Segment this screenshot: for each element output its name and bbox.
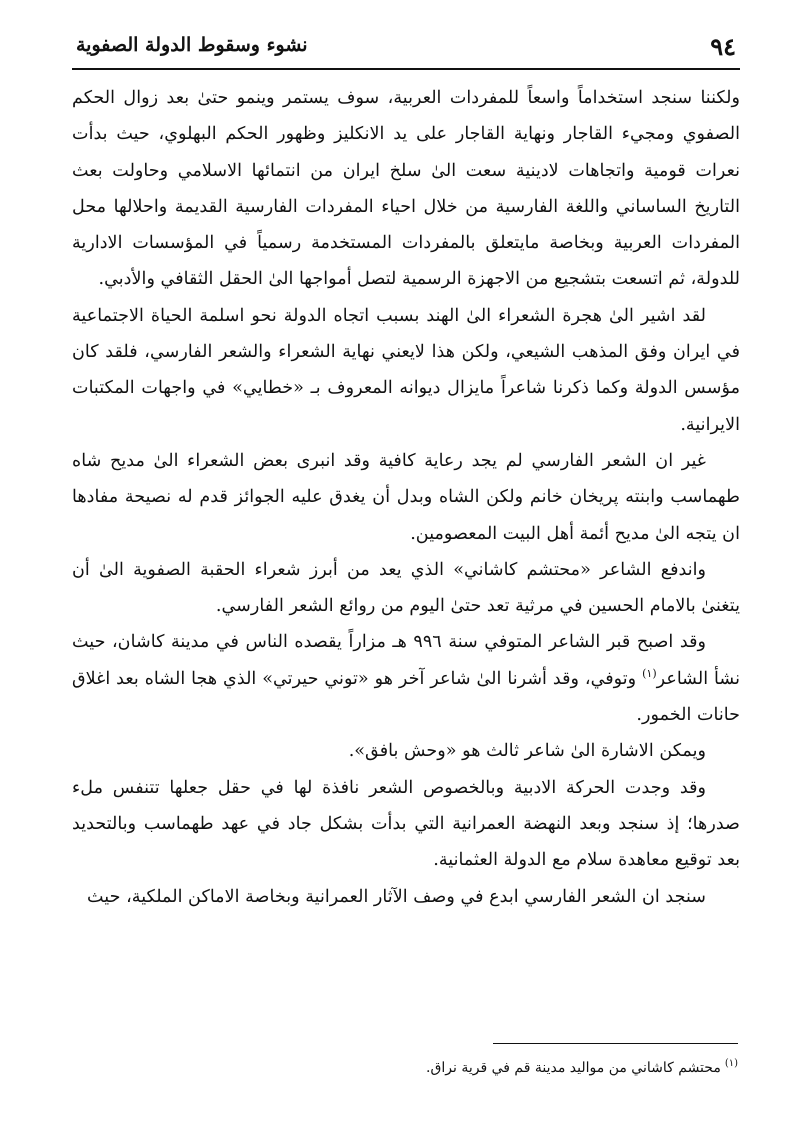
body-text: [72, 80, 740, 915]
paragraph-5: [72, 624, 740, 733]
running-head: [72, 28, 740, 64]
footnote-rule: [493, 1043, 738, 1044]
header-rule: [72, 68, 740, 70]
paragraph-8: سنجد ان الشعر الفارسي ابدع في وصف الآثار العمرانية وبخاصة الاماكن الملكية، حيث: [87, 886, 706, 907]
paragraph-5-part-1: وقد اصبح قبر الشاعر المتوفي سنة ٩٩٦ هـ مزاراً يقصده الناس في مدينة كاشان، حيث نشأ الشاعر: [72, 632, 740, 689]
paragraph-7: وقد وجدت الحركة الادبية وبالخصوص الشعر نافذة لها في حقل جعلها تتنفس ملء صدرها؛ إذ سنجد وبعد النهضة العمرانية التي بدأت بشكل جاد في عهد طهماسب وبالتحديد بعد توقيع معاهدة سلام مع الدولة العثمانية.: [72, 777, 740, 871]
page-number: ٩٤: [710, 32, 736, 61]
paragraph-5-part-2: وتوفي، وقد أشرنا الىٰ شاعر آخر هو «توني حيرتي» الذي هجا الشاه بعد اغلاق حانات الخمور.: [72, 668, 740, 726]
paragraph-2: لقد اشير الىٰ هجرة الشعراء الىٰ الهند بسبب اتجاه الدولة نحو اسلمة الحياة الاجتماعية في ايران وفق المذهب الشيعي، ولكن هذا لايعني نهاية الشعراء والشعر الفارسي، فلقد كان مؤسس الدولة وكما ذكرنا شاعراً مايزال ديوانه المعروف بـ «خطايي» في واجهات المكتبات الايرانية.: [72, 305, 740, 435]
paragraph-3: غير ان الشعر الفارسي لم يجد رعاية كافية وقد انبرى بعض الشعراء الىٰ مديح شاه طهماسب وابنته پريخان خانم ولكن الشاه وبدل أن يغدق عليه الجوائز قدم له نصيحة مفادها ان يتجه الىٰ مديح أئمة أهل البيت المعصومين.: [72, 450, 740, 544]
paragraph-6: ويمكن الاشارة الىٰ شاعر ثالث هو «وحش بافق».: [348, 741, 706, 762]
footnote: [70, 1058, 738, 1078]
footnote-text: محتشم كاشاني من مواليد مدينة قم في قرية نراق.: [426, 1060, 721, 1076]
paragraph-4: واندفع الشاعر «محتشم كاشاني» الذي يعد من أبرز شعراء الحقبة الصفوية الىٰ أن يتغنىٰ بالامام الحسين في مرثية تعد حتىٰ اليوم من روائع الشعر الفارسي.: [72, 559, 740, 617]
footnote-mark: (١): [724, 1058, 738, 1070]
paragraph-1: ولكننا سنجد استخداماً واسعاً للمفردات العربية، سوف يستمر وينمو حتىٰ بعد زوال الحكم الصفوي ومجيء القاجار ونهاية القاجار على يد الانكليز وظهور الحكم البهلوي، حيث بدأت نعرات قومية واتجاهات لادينية سعت الىٰ سلخ ايران من انتمائها الاسلامي وحاولت بعث التاريخ الساساني واللغة الفارسية من خلال احياء المفردات الفارسية القديمة واحلالها محل المفردات العربية وبخاصة مايتعلق بالمفردات المستخدمة رسمياً في المؤسسات الادارية للدولة، ثم اتسعت بتشجيع من الاجهزة الرسمية لتصل أمواجها الىٰ الحقل الثقافي والأدبي.: [72, 88, 740, 290]
running-title: نشوء وسقوط الدولة الصفوية: [76, 34, 308, 56]
footnote-reference[interactable]: (١): [642, 666, 657, 680]
